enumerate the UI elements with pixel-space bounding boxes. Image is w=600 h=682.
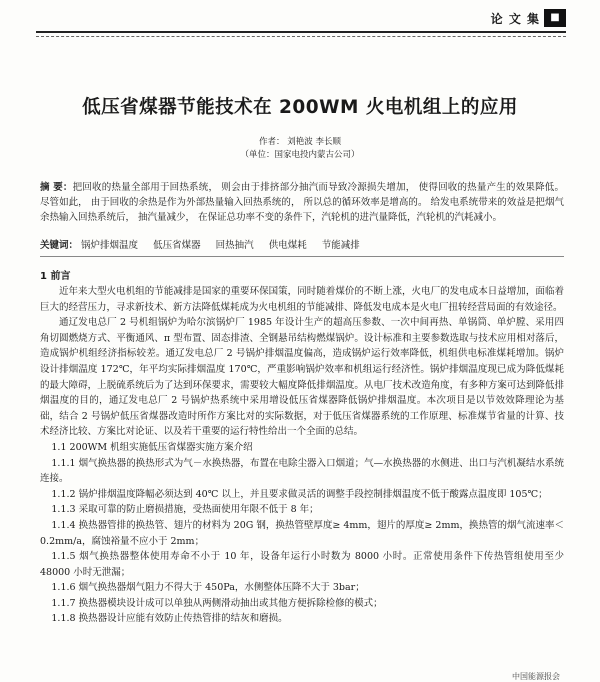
keyword-item: 回热抽汽 xyxy=(215,240,254,251)
journal-header-label: 论 文 集 xyxy=(490,12,540,26)
page-footer: 中国能源报会 xyxy=(512,672,560,681)
subsection-heading: 1.1 200WM 机组实施低压省煤器实施方案介绍 xyxy=(51,441,253,453)
header-dashed-rule xyxy=(36,36,566,37)
author-names: 作者： 刘艳波 李长顺 xyxy=(259,137,341,147)
list-item: 1.1.5 烟气换热器整体使用寿命不小于 10 年，设备年运行小时数为 8000 小时。正常使用条件下传热管组使用至少 48000 小时无泄漏； xyxy=(40,551,564,578)
keyword-item: 低压省煤器 xyxy=(153,240,201,251)
list-item: 1.1.4 换热器管排的换热管、翅片的材料为 20G 钢，换热管壁厚度≥ 4mm，翅片的厚度≥ 2mm，换热管的烟气流速率＜ 0.2mm/a，腐蚀裕量不应小于 2mm； xyxy=(40,519,564,547)
keyword-item: 节能减排 xyxy=(321,240,360,251)
list-item: 1.1.3 采取可靠的防止磨损措施，受热面使用年限不低于 8 年； xyxy=(51,504,319,516)
abstract-text: 把回收的热量全部用于回热系统， 则会由于排挤部分抽汽而导致冷源损失增加， 使得回收的热量产生的效果降低。 尽管如此， 由于回收的余热是作为外部热量输入回热系统的， 所以总的循环效率是增高的。 给发电系统带来的效益是把烟气余热输入回热系统后， 抽汽量减少， 在保证总功率不变的条件下，汽轮机的进汽量降低，汽轮机的汽耗减小。 xyxy=(40,182,564,223)
list-item: 1.1.6 烟气换热器烟气阻力不得大于 450Pa，水侧整体压降不大于 3bar； xyxy=(51,582,365,594)
abstract-label: 摘 要： xyxy=(40,182,73,193)
list-item: 1.1.2 锅炉排烟温度降幅必须达到 40℃ 以上，并且要求做灵活的调整手段控制排烟温度不低于酸露点温度即 105℃； xyxy=(51,488,548,500)
paper-title: 低压省煤器节能技术在 200WM 火电机组上的应用 xyxy=(82,97,518,118)
list-item: 1.1.7 换热器模块设计成可以单独从两侧滑动抽出或其他方便拆除检修的模式； xyxy=(51,597,383,609)
section-heading: 1 前言 xyxy=(40,271,71,282)
author-block xyxy=(40,136,560,162)
keyword-item: 供电煤耗 xyxy=(268,240,307,251)
paragraph: 近年来大型火电机组的节能减排是国家的重要环保国策，同时随着煤价的不断上涨，火电厂的发电成本日益增加，面临着巨大的经营压力，寻求新技术、新方法降低煤耗成为火电机组的节能减排、降低发电成本是火电厂扭转经营局面的有效途径。 xyxy=(40,286,564,313)
author-affiliation: （单位：国家电投内蒙古公司） xyxy=(240,150,360,160)
list-item: 1.1.1 烟气换热器的换热形式为气－水换热器，布置在电除尘器入口烟道；气—水换热器的水侧进、出口与汽机凝结水系统连接。 xyxy=(40,457,564,485)
section-divider xyxy=(40,256,564,257)
paragraph: 通辽发电总厂 2 号机组锅炉为哈尔滨锅炉厂 1985 年设计生产的超高压参数、一次中间再热、单锅筒、单炉膛、采用四角切圆燃烧方式、平衡通风、π 型布置、固态排渣、全钢悬吊结构燃煤锅炉。设计标准和主要参数选取与技术应用相对落后，造成锅炉机组经济指标较差。通辽发电总厂 2 号锅炉排烟温度偏高，造成锅炉运行效率降低，机组供电标准煤耗增加。锅炉设计排烟温度 172℃，年平均实际排烟温度 170℃，严重影响锅炉效率和机组运行经济性。锅炉排烟温度现已成为降低煤耗的最大障碍，上脱硫系统后为了达到环保要求，需要较大幅度降低排烟温度。从电厂技术改造角度，有多种方案可达到降低排烟温度的目的，通辽发电总厂 2 号锅炉热系统中采用增设低压省煤器降低锅炉排烟温度。本次项目是以节效效降理论为基础，结合 2 号锅炉低压省煤器改造时所作方案比对的实际数据，对于低压省煤器系统的工作原理、标准煤节省量的计算、技术经济比较、方案比对论证、以及若干重要的运行特性给出一个全面的总结。 xyxy=(40,317,564,438)
list-item: 1.1.8 换热器设计应能有效防止传热管排的结灰和磨损。 xyxy=(51,613,288,625)
header-rule xyxy=(36,31,566,33)
journal-header-tab: ■ xyxy=(544,9,566,27)
keywords-label: 关键词： xyxy=(40,240,79,251)
keywords xyxy=(40,238,564,253)
body-text xyxy=(40,284,564,627)
abstract xyxy=(40,180,564,225)
keyword-item: 锅炉排烟温度 xyxy=(81,240,139,251)
